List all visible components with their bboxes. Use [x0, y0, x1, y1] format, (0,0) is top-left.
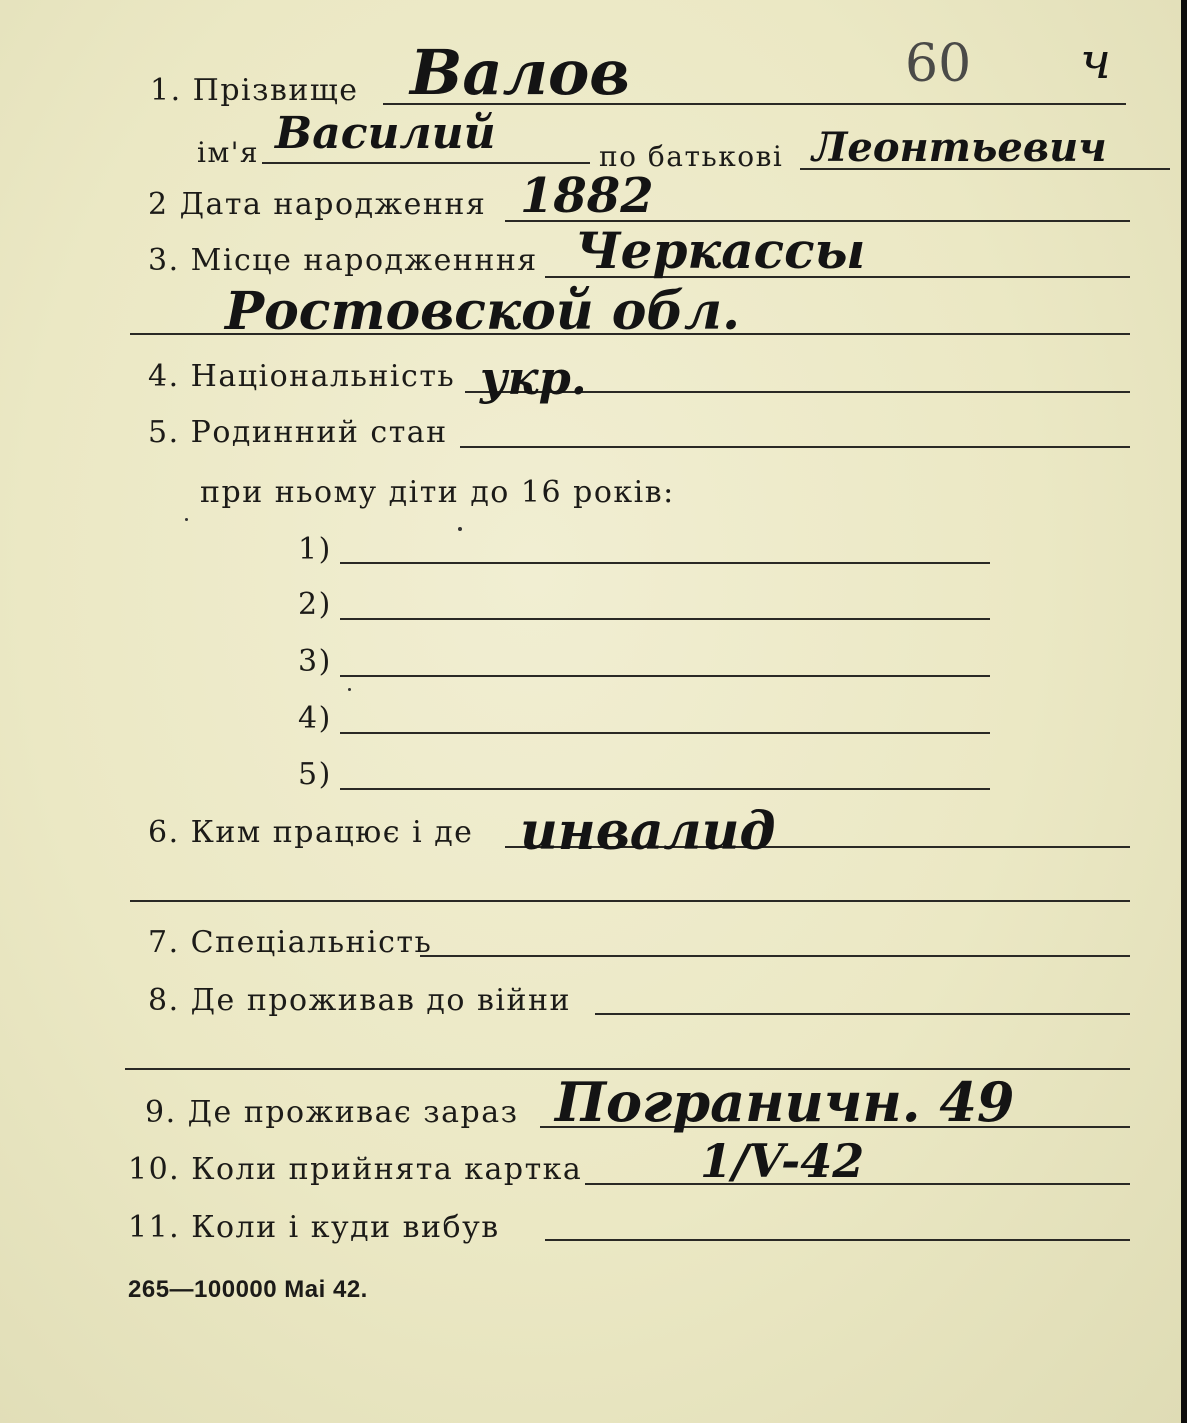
child-1-line	[340, 562, 990, 564]
field-departed-label: 11. Коли і куди вибув	[128, 1210, 500, 1245]
child-2-line	[340, 618, 990, 620]
field-birthplace-value-2: Ростовской обл.	[225, 281, 741, 342]
field-surname-label: 1. Прізвище	[150, 73, 359, 108]
child-3-line	[340, 675, 990, 677]
field-birth-date-label: 2 Дата народження	[148, 187, 487, 222]
child-5-line	[340, 788, 990, 790]
field-first-name-value: Василий	[275, 108, 496, 159]
field-card-accepted-label: 10. Коли прийнята картка	[128, 1152, 583, 1187]
child-3-label: 3)	[298, 644, 332, 679]
field-prewar-residence-line	[595, 1013, 1130, 1015]
field-birthplace-value-1: Черкассы	[575, 221, 866, 280]
field-first-name-label: ім'я	[197, 136, 260, 169]
child-5-label: 5)	[298, 757, 332, 792]
children-label: при ньому діти до 16 років:	[200, 475, 675, 510]
field-marital-line	[460, 446, 1130, 448]
field-card-accepted-value: 1/V-42	[700, 1134, 865, 1188]
field-patronymic-value: Леонтьевич	[812, 124, 1107, 171]
paper-speck	[348, 688, 351, 691]
child-4-label: 4)	[298, 701, 332, 736]
field-speciality-label: 7. Спеціальність	[148, 925, 433, 960]
paper-speck	[185, 518, 188, 521]
field-marital-label: 5. Родинний стан	[148, 415, 448, 450]
child-1-label: 1)	[298, 532, 332, 567]
field-occupation-line-2	[130, 900, 1130, 902]
field-current-residence-label: 9. Де проживає зараз	[145, 1095, 519, 1130]
field-patronymic-label: по батькові	[599, 140, 784, 173]
paper-speck	[458, 527, 462, 531]
card-number: 60	[905, 34, 972, 94]
card-letter: ч	[1080, 32, 1112, 90]
field-departed-line	[545, 1239, 1130, 1241]
print-code: 265—100000 Mai 42.	[128, 1276, 368, 1303]
field-nationality-label: 4. Національність	[148, 359, 456, 394]
field-speciality-line	[420, 955, 1130, 957]
field-occupation-value: инвалид	[520, 801, 776, 862]
field-birthplace-label: 3. Місце народженння	[148, 243, 538, 278]
field-surname-value: Валов	[410, 36, 631, 109]
field-occupation-label: 6. Ким працює і де	[148, 815, 474, 850]
field-prewar-residence-label: 8. Де проживав до війни	[148, 983, 571, 1018]
child-4-line	[340, 732, 990, 734]
field-birth-date-value: 1882	[520, 168, 654, 224]
field-current-residence-value: Пограничн. 49	[555, 1070, 1015, 1134]
child-2-label: 2)	[298, 587, 332, 622]
field-first-name-line	[262, 162, 590, 164]
field-nationality-value: укр.	[480, 351, 587, 405]
